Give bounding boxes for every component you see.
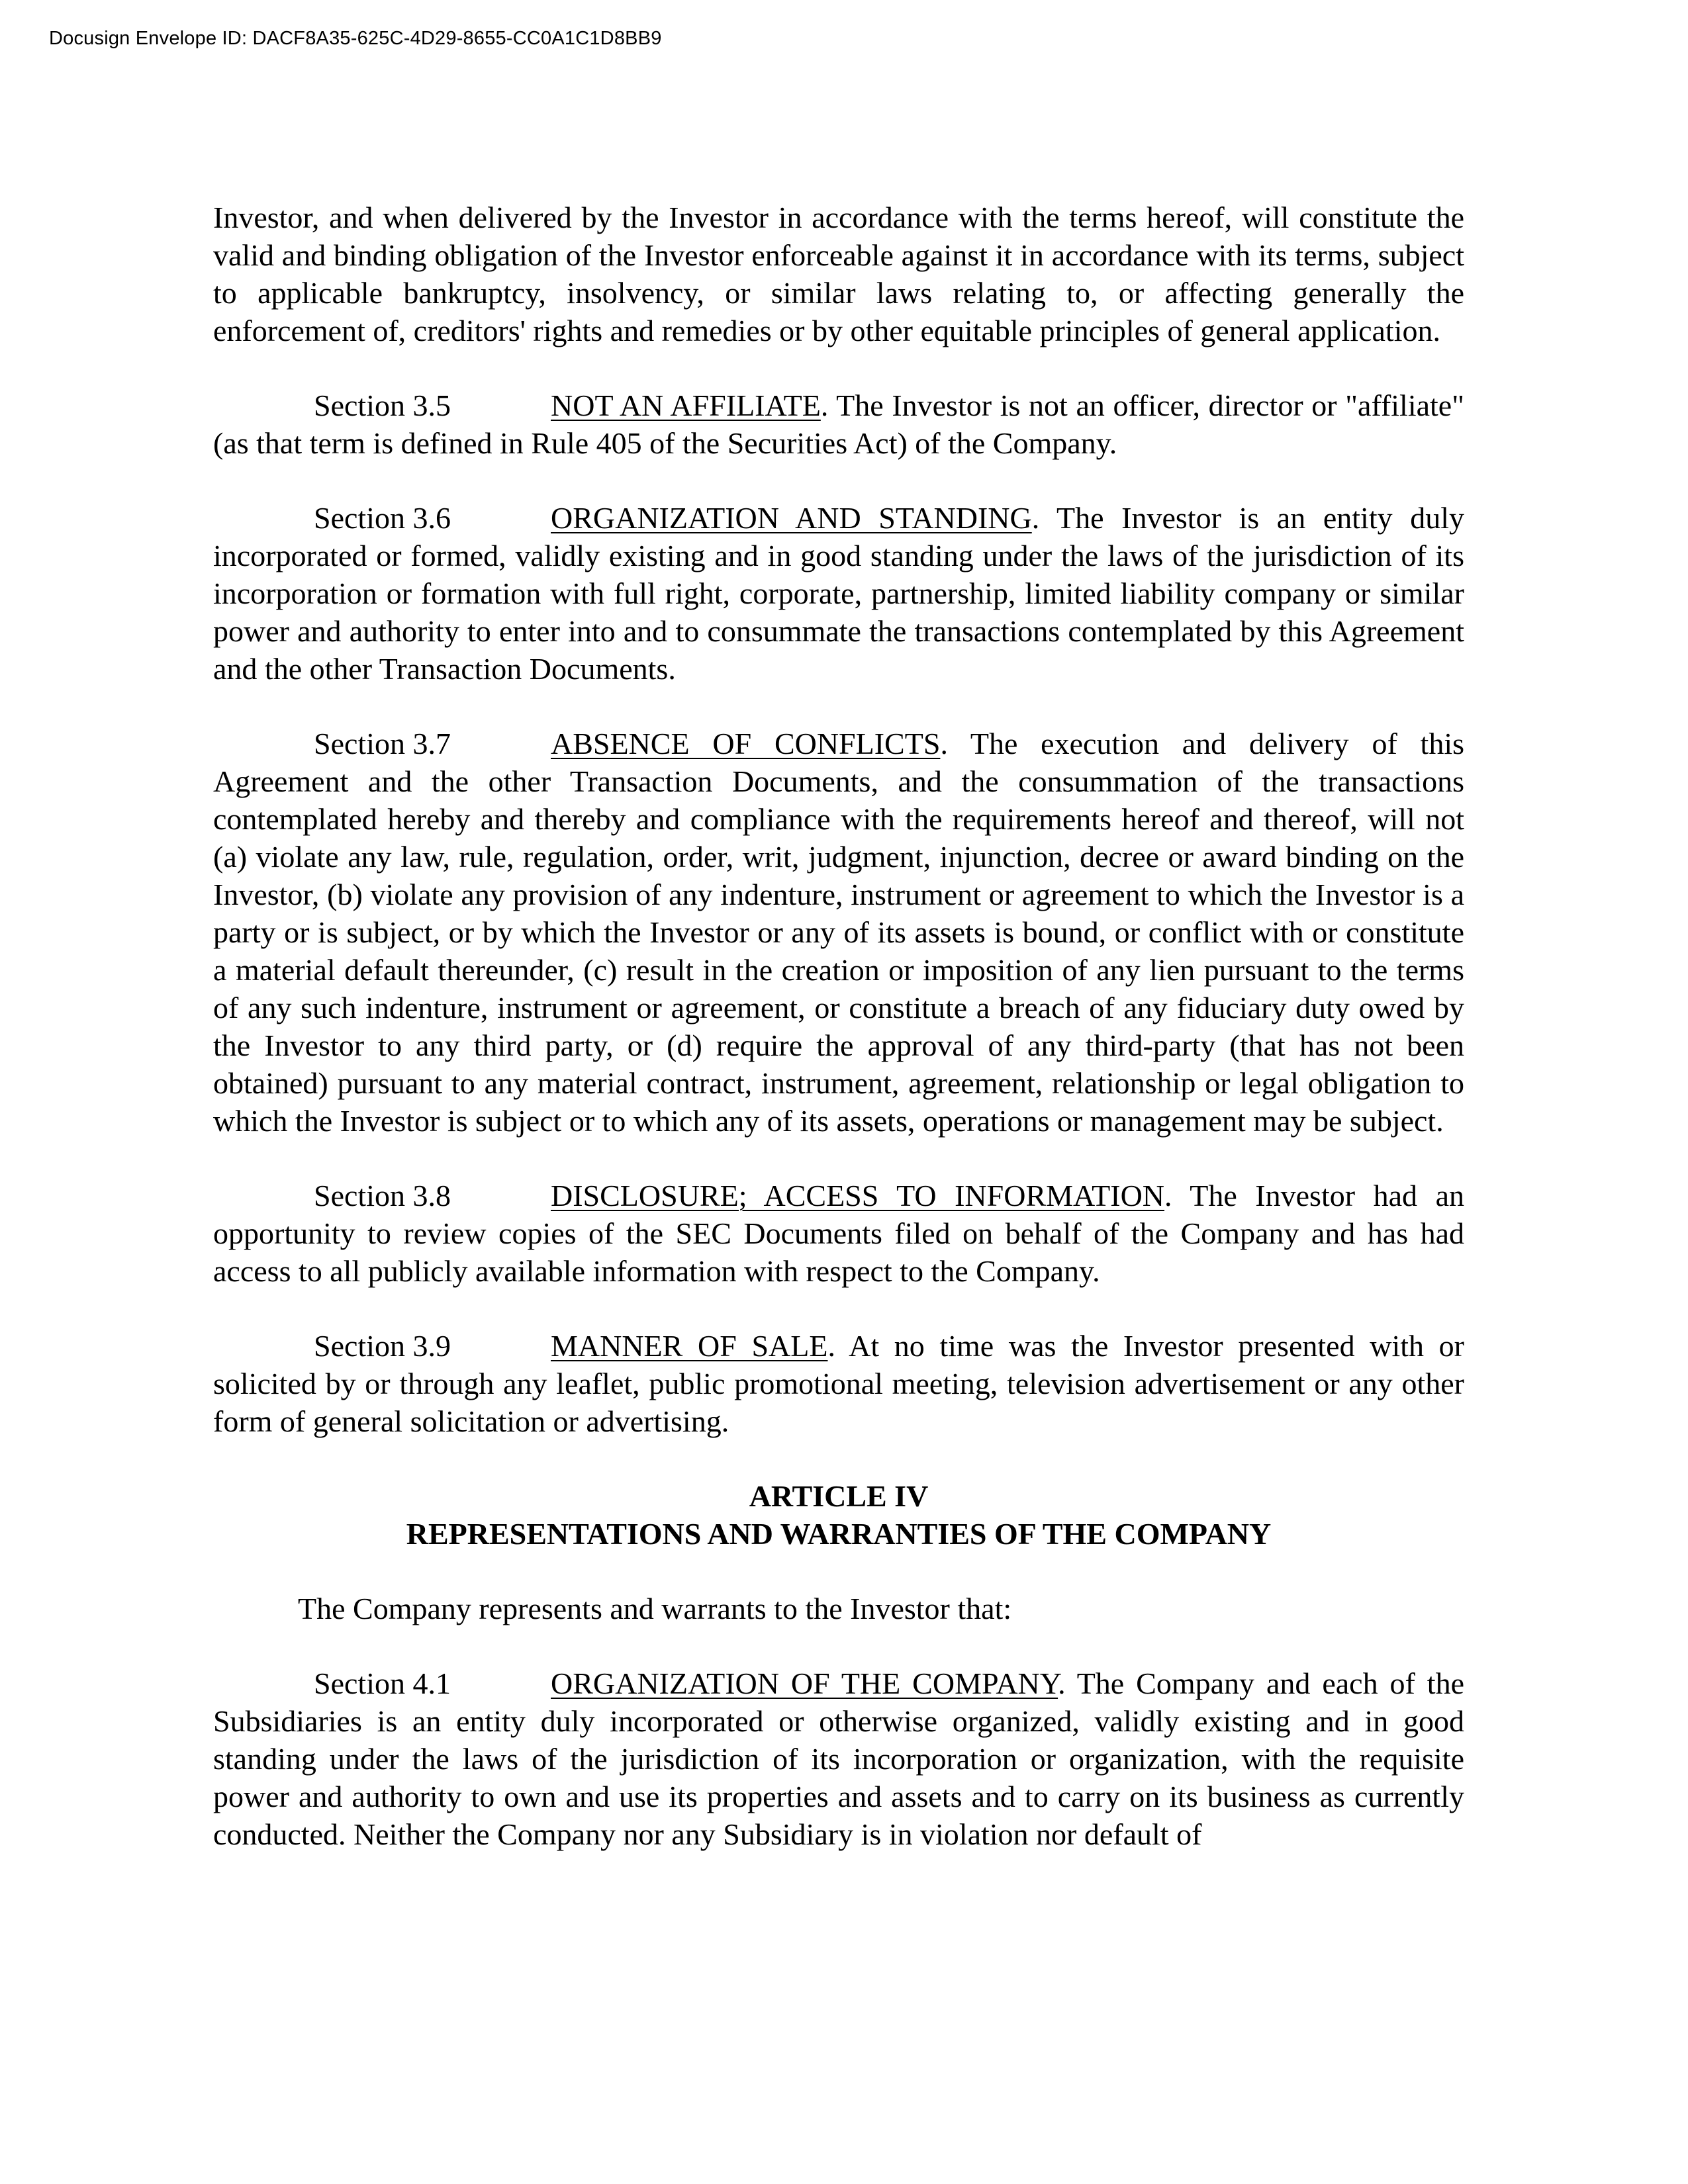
section-text: . The Investor had an opportunity to review copies of the SEC Documents filed on behalf of the Company and has had access to all publicly available information with respect to the Company. (213, 1179, 1464, 1288)
section-number: Section 3.5 (314, 388, 451, 422)
section-heading: NOT AN AFFILIATE (551, 388, 821, 422)
section-3-6 (213, 499, 1464, 688)
article-number: ARTICLE IV (749, 1479, 929, 1513)
section-number: Section 3.7 (314, 727, 451, 760)
section-heading: MANNER OF SALE (551, 1329, 828, 1363)
section-number: Section 3.8 (314, 1179, 451, 1212)
article-intro: The Company represents and warrants to the Investor that: (298, 1592, 1012, 1625)
section-heading: ORGANIZATION AND STANDING (551, 501, 1032, 535)
section-text: . The Investor is an entity duly incorporated or formed, validly existing and in good standing under the laws of the jurisdiction of its incorporation or formation with full right, corporate, partnership, limited liability company or similar power and authority to enter into and to consummate the transactions contemplated by this Agreement and the other Transaction Documents. (213, 501, 1464, 686)
section-heading: ORGANIZATION OF THE COMPANY (551, 1666, 1058, 1700)
section-3-8 (213, 1177, 1464, 1290)
section-4-1 (213, 1664, 1464, 1853)
section-text: . The Company and each of the Subsidiaries is an entity duly incorporated or otherwise organized, validly existing and in good standing under the laws of the jurisdiction of its incorporation or organization, with the requisite power and authority to own and use its properties and assets and to carry on its business as currently conducted. Neither the Company nor any Subsidiary is in violation nor default of (213, 1666, 1464, 1851)
section-text: . At no time was the Investor presented with or solicited by or through any leaflet, public promotional meeting, television advertisement or any other form of general solicitation or advertising. (213, 1329, 1464, 1438)
section-3-7 (213, 725, 1464, 1140)
section-text: . The Investor is not an officer, director or "affiliate" (as that term is defined in Rule 405 of the Securities Act) of the Company. (213, 388, 1464, 460)
section-3-9 (213, 1327, 1464, 1440)
section-number: Section 4.1 (314, 1666, 451, 1700)
section-number: Section 3.9 (314, 1329, 451, 1363)
continued-paragraph: Investor, and when delivered by the Investor in accordance with the terms hereof, will constitute the valid and binding obligation of the Investor enforceable against it in accordance with its terms, subject to applicable bankruptcy, insolvency, or similar laws relating to, or affecting generally the enforcement of, creditors' rights and remedies or by other equitable principles of general application. (213, 201, 1464, 347)
section-heading: DISCLOSURE; ACCESS TO INFORMATION (551, 1179, 1165, 1212)
section-3-5 (213, 387, 1464, 462)
article-title: REPRESENTATIONS AND WARRANTIES OF THE COMPANY (406, 1517, 1272, 1551)
docusign-envelope-id: Docusign Envelope ID: DACF8A35-625C-4D29-8655-CC0A1C1D8BB9 (49, 28, 662, 49)
section-number: Section 3.6 (314, 501, 451, 535)
section-text: . The execution and delivery of this Agreement and the other Transaction Documents, and the consummation of the transactions contemplated hereby and thereby and compliance with the requirements hereof and thereof, will not (a) violate any law, rule, regulation, order, writ, judgment, injunction, decree or award binding on the Investor, (b) violate any provision of any indenture, instrument or agreement to which the Investor is a party or is subject, or by which the Investor or any of its assets is bound, or conflict with or constitute a material default thereunder, (c) result in the creation or imposition of any lien pursuant to the terms of any such indenture, instrument or agreement, or constitute a breach of any fiduciary duty owed by the Investor to any third party, or (d) require the approval of any third-party (that has not been obtained) pursuant to any material contract, instrument, agreement, relationship or legal obligation to which the Investor is subject or to which any of its assets, operations or management may be subject. (213, 727, 1465, 1138)
section-heading: ABSENCE OF CONFLICTS (551, 727, 941, 760)
article-heading (213, 1477, 1464, 1553)
document-body (213, 199, 1464, 1890)
